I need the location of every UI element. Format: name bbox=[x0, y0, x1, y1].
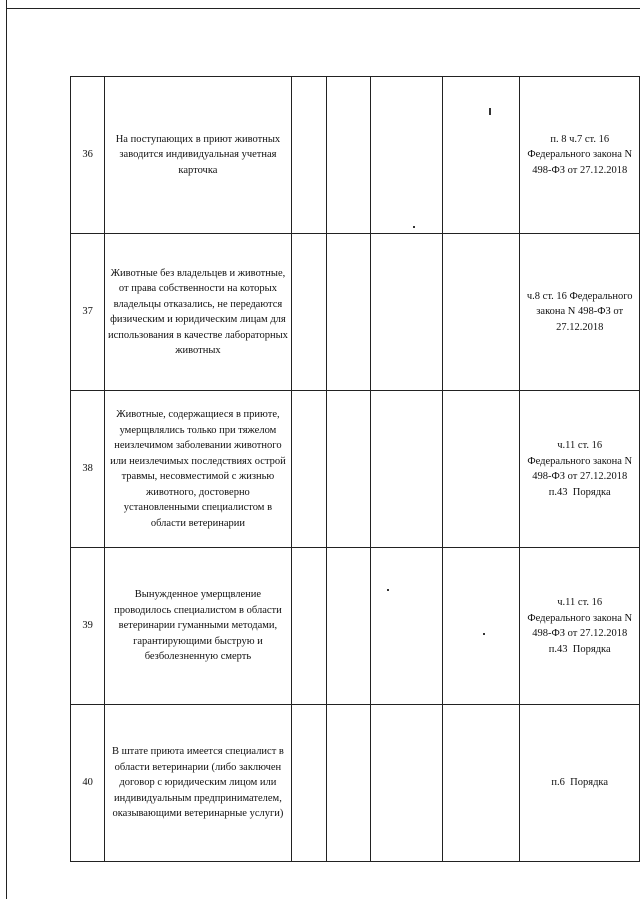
table-row bbox=[71, 234, 640, 391]
empty-cell bbox=[370, 391, 442, 548]
row-number: 40 bbox=[71, 705, 105, 862]
empty-cell bbox=[291, 548, 327, 705]
empty-cell bbox=[327, 391, 370, 548]
requirement-text: Животные без владельцев и животные, от права собственности на которых владельцы отказались, не передаются физическим и юридическим лицам для использования в качестве лабораторных животных bbox=[105, 234, 292, 391]
empty-cell bbox=[370, 234, 442, 391]
requirement-text: Животные, содержащиеся в приюте, умерщвлялись только при тяжелом неизлечимом заболевании животного или неизлечимых последствиях острой травмы, несовместимой с жизнью животного, достоверно установленными специалистом в области ветеринарии bbox=[105, 391, 292, 548]
empty-cell bbox=[443, 548, 520, 705]
left-margin-line bbox=[6, 0, 7, 899]
empty-cell bbox=[443, 77, 520, 234]
empty-cell bbox=[370, 548, 442, 705]
row-number: 39 bbox=[71, 548, 105, 705]
row-number: 38 bbox=[71, 391, 105, 548]
table-row bbox=[71, 77, 640, 234]
empty-cell bbox=[327, 234, 370, 391]
empty-cell bbox=[327, 77, 370, 234]
empty-cell bbox=[291, 705, 327, 862]
requirement-text: Вынужденное умерщвление проводилось специалистом в области ветеринарии гуманными методами, гарантирующими быструю и безболезненную смерть bbox=[105, 548, 292, 705]
table-row bbox=[71, 391, 640, 548]
empty-cell bbox=[291, 77, 327, 234]
table-row bbox=[71, 705, 640, 862]
empty-cell bbox=[370, 705, 442, 862]
empty-cell bbox=[370, 77, 442, 234]
row-number: 37 bbox=[71, 234, 105, 391]
table-row bbox=[71, 548, 640, 705]
legal-reference: ч.8 ст. 16 Федерального закона N 498-ФЗ от 27.12.2018 bbox=[520, 234, 640, 391]
legal-reference: п. 8 ч.7 ст. 16 Федерального закона N 498-ФЗ от 27.12.2018 bbox=[520, 77, 640, 234]
empty-cell bbox=[443, 705, 520, 862]
empty-cell bbox=[291, 234, 327, 391]
legal-reference: ч.11 ст. 16 Федерального закона N 498-ФЗ от 27.12.2018 п.43 Порядка bbox=[520, 391, 640, 548]
legal-reference: ч.11 ст. 16 Федерального закона N 498-ФЗ от 27.12.2018 п.43 Порядка bbox=[520, 548, 640, 705]
checklist-table bbox=[70, 76, 640, 862]
top-margin-line bbox=[6, 8, 640, 9]
empty-cell bbox=[291, 391, 327, 548]
empty-cell bbox=[443, 391, 520, 548]
empty-cell bbox=[443, 234, 520, 391]
requirement-text: В штате приюта имеется специалист в области ветеринарии (либо заключен договор с юридическим лицом или индивидуальным предпринимателем, оказывающими ветеринарные услуги) bbox=[105, 705, 292, 862]
requirement-text: На поступающих в приют животных заводится индивидуальная учетная карточка bbox=[105, 77, 292, 234]
row-number: 36 bbox=[71, 77, 105, 234]
legal-reference: п.6 Порядка bbox=[520, 705, 640, 862]
empty-cell bbox=[327, 705, 370, 862]
empty-cell bbox=[327, 548, 370, 705]
